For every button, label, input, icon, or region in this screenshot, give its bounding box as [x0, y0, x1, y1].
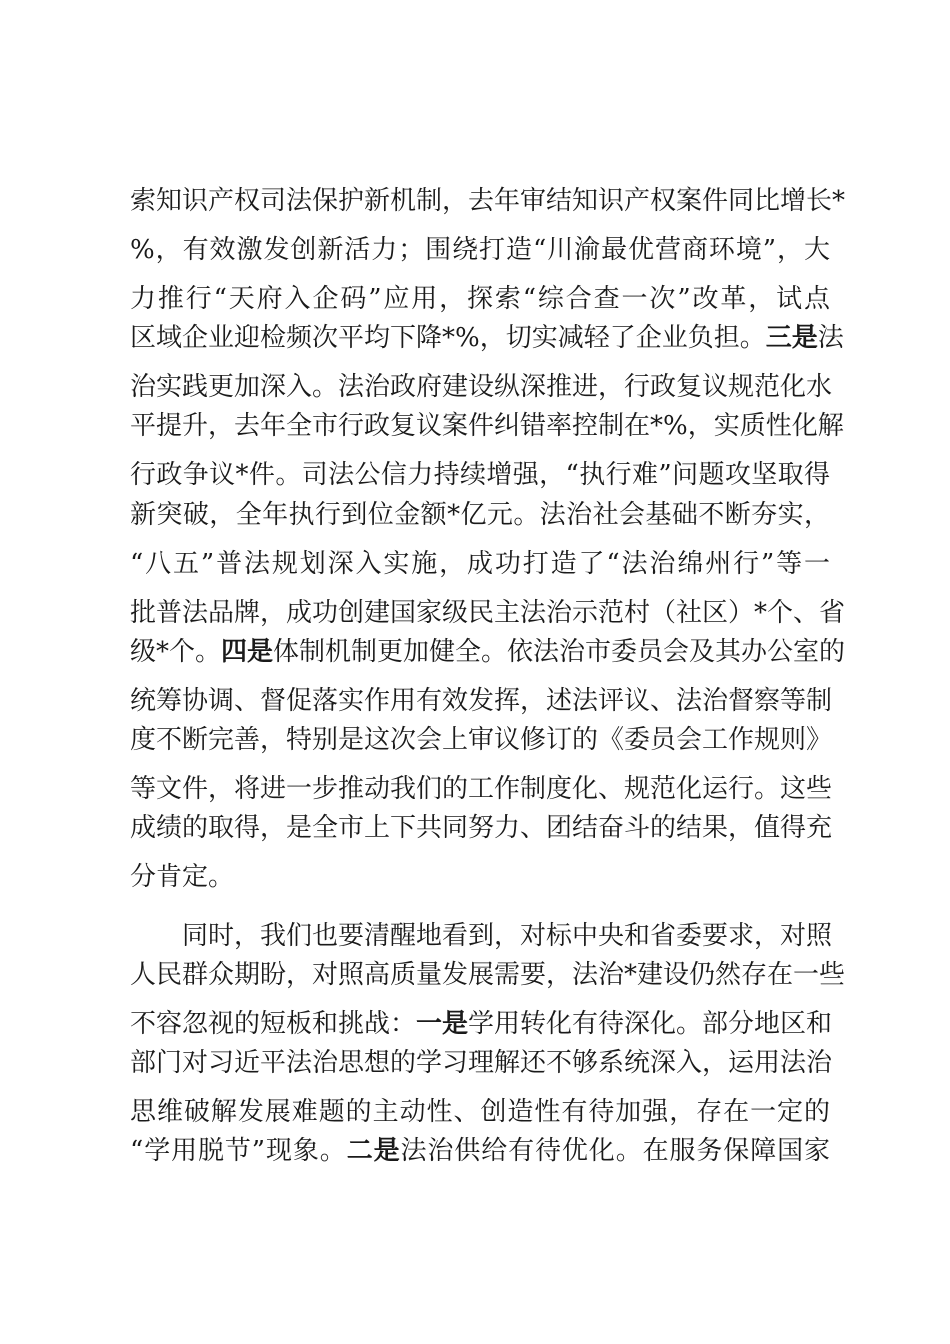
line-segment: 法治供给有待优化。在服务保障国家: [400, 1136, 830, 1166]
text-line: 成绩的取得，是全市上下共同努力、团结奋斗的结果，值得充: [130, 813, 833, 843]
point-label: 四是: [221, 637, 274, 667]
line-segment: 体制机制更加健全。依法治市委员会及其办公室的: [273, 637, 846, 667]
line-segment: 法: [817, 323, 844, 353]
point-label: 一是: [416, 1009, 469, 1039]
text-line: 力推行“天府入企码”应用，探索“综合查一次”改革，试点: [130, 284, 830, 314]
line-segment: 学用转化有待深化。部分地区和: [468, 1009, 833, 1039]
text-line: [130, 318, 844, 358]
text-line: 行政争议*件。司法公信力持续增强，“执行难”问题攻坚取得: [130, 460, 830, 490]
line-segment: 级*个。: [130, 637, 222, 667]
text-line: [130, 1131, 830, 1171]
text-line: 分肯定。: [130, 862, 235, 892]
text-line: 等文件，将进一步推动我们的工作制度化、规范化运行。这些: [130, 774, 833, 804]
text-line: [130, 1004, 833, 1044]
text-line: 治实践更加深入。法治政府建设纵深推进，行政复议规范化水: [130, 372, 833, 402]
text-line: 部门对习近平法治思想的学习理解还不够系统深入，运用法治: [130, 1048, 833, 1078]
text-line: 统筹协调、督促落实作用有效发挥，述法评议、法治督察等制: [130, 686, 833, 716]
line-segment: “学用脱节”现象。: [130, 1136, 347, 1166]
text-line: [130, 632, 846, 672]
text-line: 索知识产权司法保护新机制，去年审结知识产权案件同比增长*: [130, 186, 846, 216]
text-line: 平提升，去年全市行政复议案件纠错率控制在*%，实质性化解: [130, 411, 844, 441]
text-line: 人民群众期盼，对照高质量发展需要，法治*建设仍然存在一些: [130, 960, 846, 990]
point-label: 二是: [346, 1136, 401, 1166]
text-line: 新突破，全年执行到位金额*亿元。法治社会基础不断夯实，: [130, 500, 830, 530]
point-label: 三是: [765, 323, 818, 353]
text-line: %，有效激发创新活力；围绕打造“川渝最优营商环境”，大: [130, 235, 830, 265]
text-line: 同时，我们也要清醒地看到，对标中央和省委要求，对照: [182, 921, 833, 951]
text-line: “八五”普法规划深入实施，成功打造了“法治绵州行”等一: [130, 549, 830, 579]
text-line: 批普法品牌，成功创建国家级民主法治示范村（社区）*个、省: [130, 598, 846, 628]
line-segment: 区域企业迎检频次平均下降*%，切实减轻了企业负担。: [130, 323, 766, 353]
line-segment: 不容忽视的短板和挑战：: [130, 1009, 417, 1039]
text-line: 思维破解发展难题的主动性、创造性有待加强，存在一定的: [130, 1097, 830, 1127]
text-line: 度不断完善，特别是这次会上审议修订的《委员会工作规则》: [130, 725, 833, 755]
